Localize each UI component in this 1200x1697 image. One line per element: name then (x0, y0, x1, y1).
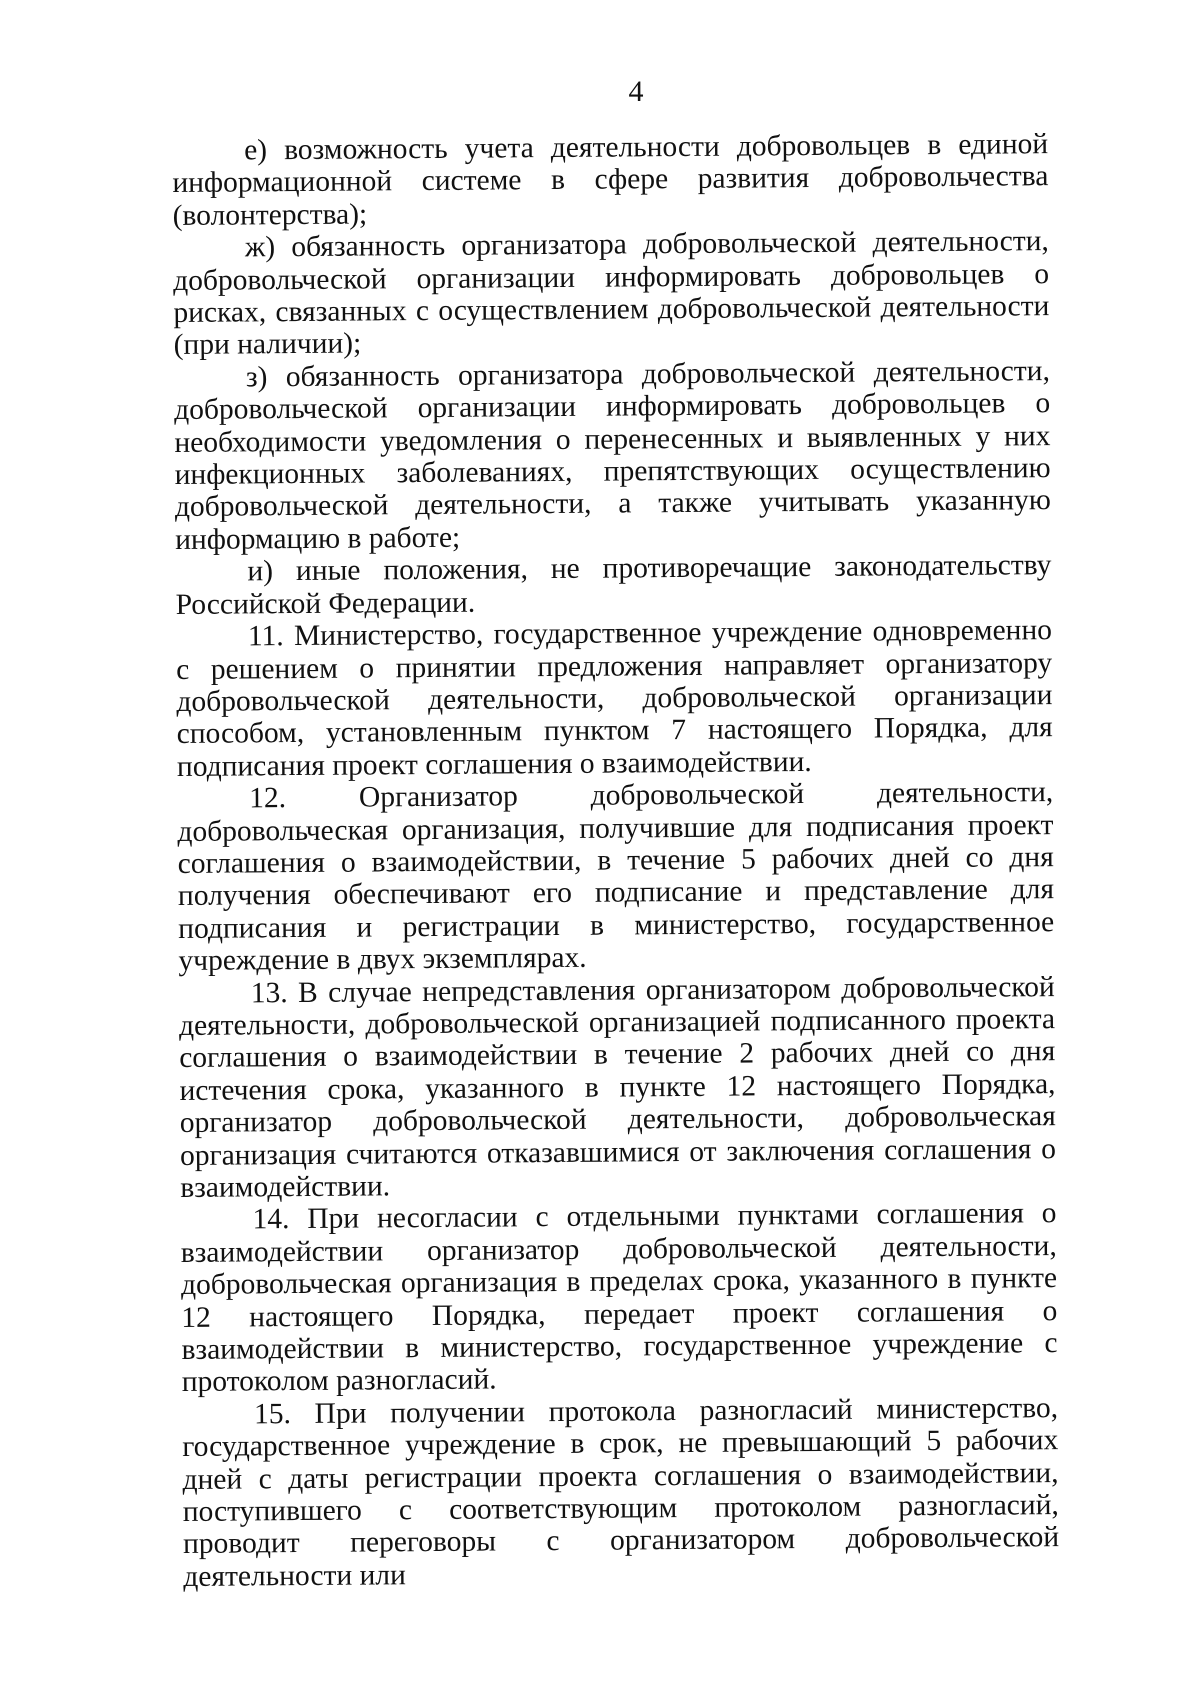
paragraph-item-z: з) обязанность организатора добровольческой деятельности, добровольческой организации информировать добровольцев о необходимости уведомления о перенесенных и выявленных у них инфекционных заболеваниях, препятствующих осуществлению добровольческой деятельности, а также учитывать указанную информацию в работе; (174, 354, 1052, 556)
paragraph-clause-11: 11. Министерство, государственное учреждение одновременно с решением о принятии предложения направляет организатору добровольческой деятельности, добровольческой организации способом, установленным пунктом 7 настоящего Порядка, для подписания проект соглашения о взаимодействии. (176, 614, 1053, 783)
paragraph-clause-14: 14. При несогласии с отдельными пунктами соглашения о взаимодействии организатор добровольческой деятельности, добровольческая организация в пределах срока, указанного в пункте 12 настоящего Порядка, передает проект соглашения о взаимодействии в министерство, государственное учреждение с протоколом разногласий. (180, 1197, 1058, 1399)
paragraph-item-zh: ж) обязанность организатора добровольческой деятельности, добровольческой организации информировать добровольцев о рисках, связанных с осуществлением добровольческой деятельности (при наличии); (173, 225, 1050, 362)
paragraph-clause-12: 12. Организатор добровольческой деятельности, добровольческая организация, получившие для подписания проект соглашения о взаимодействии, в течение 5 рабочих дней со дня получения обеспечивают его подписание и представление для подписания и регистрации в министерство, государственное учреждение в двух экземплярах. (177, 776, 1055, 978)
page-number: 4 (628, 75, 644, 108)
paragraph-item-i: и) иные положения, не противоречащие законодательству Российской Федерации. (175, 549, 1052, 621)
paragraph-item-e: е) возможность учета деятельности добровольцев в единой информационной системе в сфере развития добровольчества (волонтерства); (172, 128, 1049, 232)
paragraph-clause-15: 15. При получении протокола разногласий министерство, государственное учреждение в срок, не превышающий 5 рабочих дней с даты регистрации проекта соглашения о взаимодействии, поступившего с соответствующим протоколом разногласий, проводит переговоры с организатором добровольческой деятельности или (182, 1391, 1060, 1593)
paragraph-clause-13: 13. В случае непредставления организатором добровольческой деятельности, добровольческой организацией подписанного проекта соглашения о взаимодействии в течение 2 рабочих дней со дня истечения срока, указанного в пункте 12 настоящего Порядка, организатор добровольческой деятельности, добровольческая организация считаются отказавшимися от заключения соглашения о взаимодействии. (178, 970, 1057, 1204)
document-body (172, 128, 1059, 1593)
